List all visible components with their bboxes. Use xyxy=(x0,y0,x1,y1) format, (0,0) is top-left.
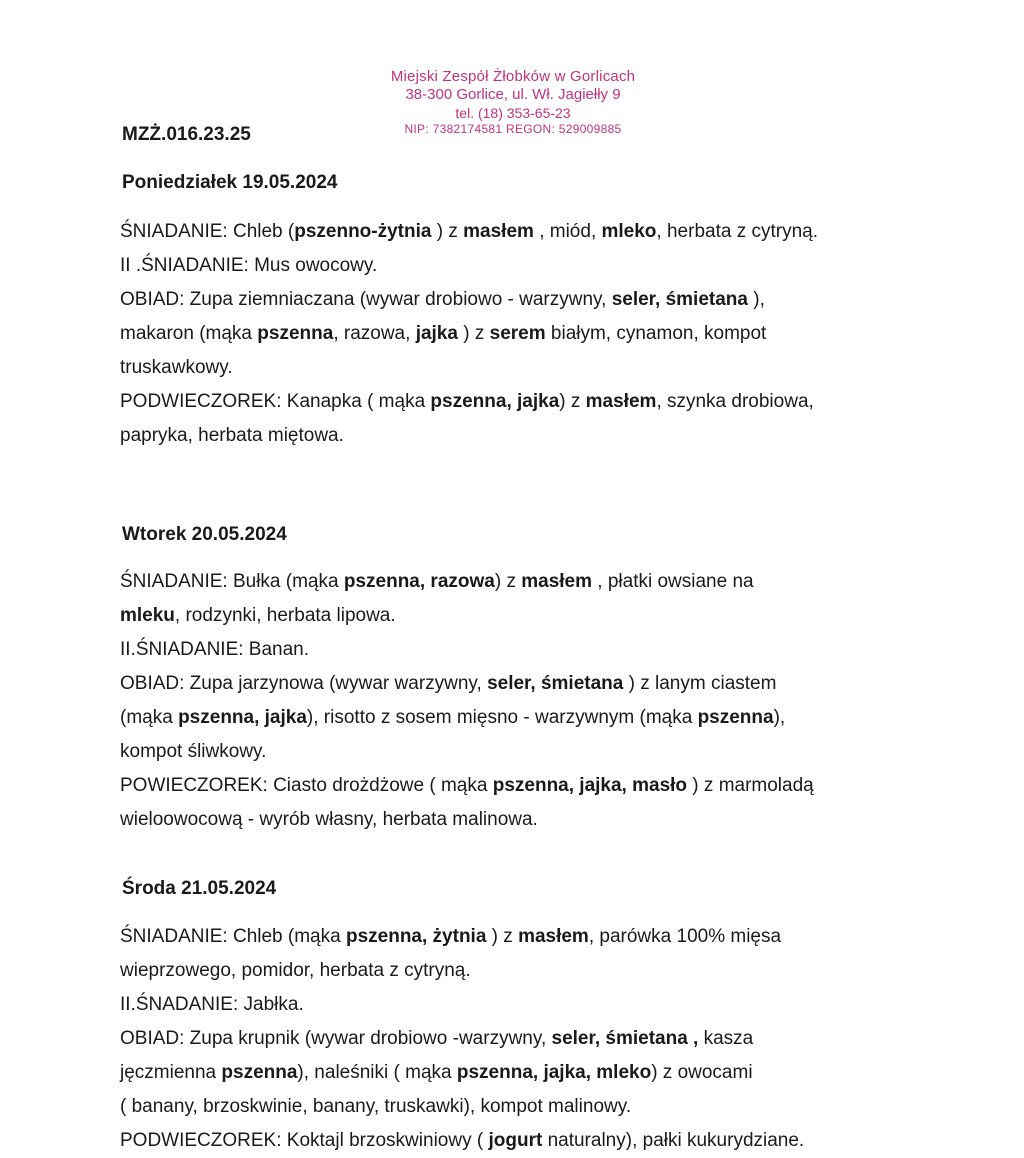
menu-text: II .ŚNIADANIE: Mus owocowy. xyxy=(120,255,378,276)
menu-line xyxy=(120,1090,920,1124)
allergen-text: serem xyxy=(489,323,546,344)
allergen-text: pszenna xyxy=(697,707,774,728)
allergen-text: pszenno-żytnia xyxy=(294,221,432,242)
menu-text: , herbata z cytryną. xyxy=(656,221,818,242)
menu-line xyxy=(120,667,920,701)
menu-line xyxy=(120,215,920,249)
menu-text: ) z marmoladą xyxy=(687,775,814,796)
menu-text: , parówka 100% mięsa xyxy=(588,926,782,947)
menu-text: (mąka xyxy=(120,707,179,728)
menu-text: II.ŚNIADANIE: Banan. xyxy=(120,639,310,660)
menu-text: OBIAD: Zupa krupnik (wywar drobiowo -warzywny, xyxy=(120,1028,552,1049)
menu-text: II.ŚNADANIE: Jabłka. xyxy=(120,994,304,1015)
stamp-line-phone: tel. (18) 353-65-23 xyxy=(455,104,571,121)
allergen-text: pszenna, jajka, masło xyxy=(492,775,688,796)
menu-line xyxy=(120,283,920,317)
menu-line xyxy=(120,803,920,837)
allergen-text: masłem xyxy=(585,391,657,412)
menu-text: ) z lanym ciastem xyxy=(623,673,777,694)
allergen-text: pszenna xyxy=(257,323,334,344)
menu-line xyxy=(120,954,920,988)
menu-line xyxy=(120,1022,920,1056)
menu-text: wieloowocową - wyrób własny, herbata malinowa. xyxy=(120,809,538,830)
menu-line xyxy=(120,385,920,419)
allergen-text: pszenna, żytnia xyxy=(345,926,487,947)
allergen-text: pszenna, jajka xyxy=(178,707,307,728)
menu-text: makaron (mąka xyxy=(120,323,258,344)
day-menu-tuesday xyxy=(120,565,920,837)
menu-text: ) z xyxy=(559,391,586,412)
document-reference: MZŻ.016.23.25 xyxy=(122,124,251,145)
menu-text: OBIAD: Zupa ziemniaczana (wywar drobiowo - warzywny, xyxy=(120,289,612,310)
menu-text: , razowa, xyxy=(333,323,416,344)
institution-stamp xyxy=(378,68,648,136)
menu-text: kasza xyxy=(698,1028,754,1049)
menu-line xyxy=(120,769,920,803)
allergen-text: masłem xyxy=(518,926,589,947)
menu-text: ) z xyxy=(494,571,522,592)
menu-line xyxy=(120,565,920,599)
menu-line xyxy=(120,735,920,769)
menu-text: ), xyxy=(747,289,765,310)
menu-text: jęczmienna xyxy=(120,1062,222,1083)
stamp-line-ids: NIP: 7382174581 REGON: 529009885 xyxy=(404,121,622,136)
menu-text: ) z xyxy=(431,221,464,242)
menu-text: ), risotto z sosem mięsno - warzywnym (mąka xyxy=(306,707,698,728)
menu-line xyxy=(120,633,920,667)
allergen-text: mleku xyxy=(120,605,175,626)
day-title-tuesday: Wtorek 20.05.2024 xyxy=(122,524,287,545)
menu-text: wieprzowego, pomidor, herbata z cytryną. xyxy=(120,960,471,981)
menu-line xyxy=(120,419,920,453)
day-title-wednesday: Środa 21.05.2024 xyxy=(122,878,277,899)
menu-line xyxy=(120,317,920,351)
allergen-text: seler, śmietana xyxy=(611,289,748,310)
menu-text: papryka, herbata miętowa. xyxy=(120,425,344,446)
allergen-text: pszenna xyxy=(221,1062,298,1083)
menu-text: ) z xyxy=(457,323,490,344)
menu-text: truskawkowy. xyxy=(120,357,233,378)
menu-text: ), xyxy=(773,707,786,728)
menu-text: ( banany, brzoskwinie, banany, truskawki), kompot malinowy. xyxy=(120,1096,632,1117)
allergen-text: seler, śmietana xyxy=(487,673,624,694)
menu-text: ŚNIADANIE: Chleb (mąka xyxy=(120,926,346,947)
menu-text: naturalny), pałki kukurydziane. xyxy=(542,1130,805,1151)
menu-text: ), naleśniki ( mąka xyxy=(297,1062,457,1083)
menu-text: PODWIECZOREK: Kanapka ( mąka xyxy=(120,391,431,412)
menu-line xyxy=(120,351,920,385)
menu-text: POWIECZOREK: Ciasto drożdżowe ( mąka xyxy=(120,775,493,796)
menu-text: białym, cynamon, kompot xyxy=(545,323,767,344)
day-title-monday: Poniedziałek 19.05.2024 xyxy=(122,172,338,193)
allergen-text: masłem xyxy=(521,571,593,592)
menu-text: ŚNIADANIE: Bułka (mąka xyxy=(120,571,344,592)
menu-line xyxy=(120,249,920,283)
menu-text: , rodzynki, herbata lipowa. xyxy=(174,605,396,626)
menu-text: ) z xyxy=(486,926,519,947)
menu-line xyxy=(120,599,920,633)
allergen-text: pszenna, razowa xyxy=(343,571,495,592)
stamp-line-name: Miejski Zespół Żłobków w Gorlicach xyxy=(390,68,636,85)
menu-text: , płatki owsiane na xyxy=(592,571,754,592)
menu-line xyxy=(120,1124,920,1158)
menu-text: kompot śliwkowy. xyxy=(120,741,267,762)
allergen-text: pszenna, jajka xyxy=(430,391,560,412)
menu-line xyxy=(120,701,920,735)
stamp-line-address: 38-300 Gorlice, ul. Wł. Jagiełły 9 xyxy=(405,86,621,104)
menu-line xyxy=(120,920,920,954)
menu-text: , miód, xyxy=(533,221,602,242)
day-menu-wednesday xyxy=(120,920,920,1158)
allergen-text: seler, śmietana , xyxy=(551,1028,699,1049)
day-menu-monday xyxy=(120,215,920,453)
allergen-text: jogurt xyxy=(488,1130,543,1151)
menu-text: PODWIECZOREK: Koktajl brzoskwiniowy ( xyxy=(120,1130,489,1151)
menu-text: , szynka drobiowa, xyxy=(656,391,814,412)
allergen-text: masłem xyxy=(463,221,534,242)
menu-line xyxy=(120,1056,920,1090)
menu-text: ) z owocami xyxy=(651,1062,753,1083)
allergen-text: jajka xyxy=(415,323,458,344)
allergen-text: mleko xyxy=(601,221,657,242)
menu-line xyxy=(120,988,920,1022)
allergen-text: pszenna, jajka, mleko xyxy=(456,1062,652,1083)
menu-text: ŚNIADANIE: Chleb ( xyxy=(120,221,295,242)
menu-text: OBIAD: Zupa jarzynowa (wywar warzywny, xyxy=(120,673,488,694)
